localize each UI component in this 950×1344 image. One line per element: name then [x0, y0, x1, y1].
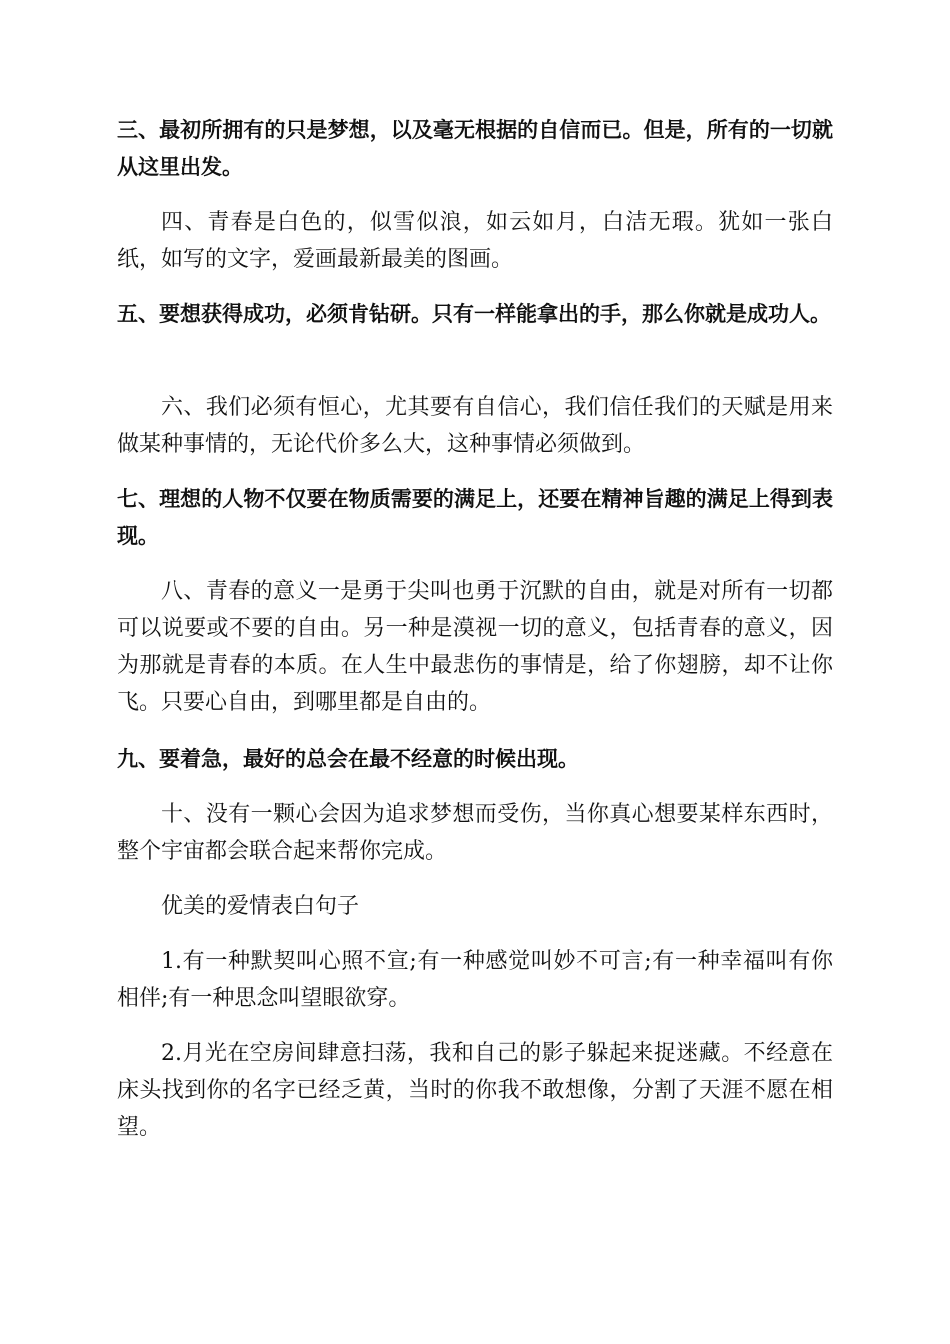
quote-paragraph-4: 四、青春是白色的，似雪似浪，如云如月，白洁无瑕。犹如一张白纸，如写的文字，爱画最新最美的图画。 [117, 210, 833, 272]
quote-paragraph-6: 六、我们必须有恒心，尤其要有自信心，我们信任我们的天赋是用来做某种事情的，无论代价多么大，这种事情必须做到。 [117, 395, 833, 457]
quote-paragraph-8: 八、青春的意义一是勇于尖叫也勇于沉默的自由，就是对所有一切都可以说要或不要的自由。另一种是漠视一切的意义，包括青春的意义，因为那就是青春的本质。在人生中最悲伤的事情是，给了你翅膀，却不让你飞。只要心自由，到哪里都是自由的。 [117, 579, 833, 715]
quote-paragraph-10: 十、没有一颗心会因为追求梦想而受伤，当你真心想要某样东西时，整个宇宙都会联合起来帮你完成。 [117, 802, 833, 864]
quote-paragraph-5: 五、要想获得成功，必须肯钻研。只有一样能拿出的手，那么你就是成功人。 [117, 302, 831, 326]
quote-paragraph-3: 三、最初所拥有的只是梦想，以及毫无根据的自信而已。但是，所有的一切就从这里出发。 [117, 118, 833, 179]
quote-paragraph-9: 九、要着急，最好的总会在最不经意的时候出现。 [117, 747, 579, 771]
love-sentence-1: 1.有一种默契叫心照不宣;有一种感觉叫妙不可言;有一种幸福叫有你相伴;有一种思念叫望眼欲穿。 [117, 949, 833, 1011]
love-sentence-2: 2.月光在空房间肆意扫荡，我和自己的影子躲起来捉迷藏。不经意在床头找到你的名字已经乏黄，当时的你我不敢想像，分割了天涯不愿在相望。 [117, 1041, 833, 1140]
quote-paragraph-7: 七、理想的人物不仅要在物质需要的满足上，还要在精神旨趣的满足上得到表现。 [117, 487, 833, 548]
section-heading: 优美的爱情表白句子 [161, 894, 360, 919]
